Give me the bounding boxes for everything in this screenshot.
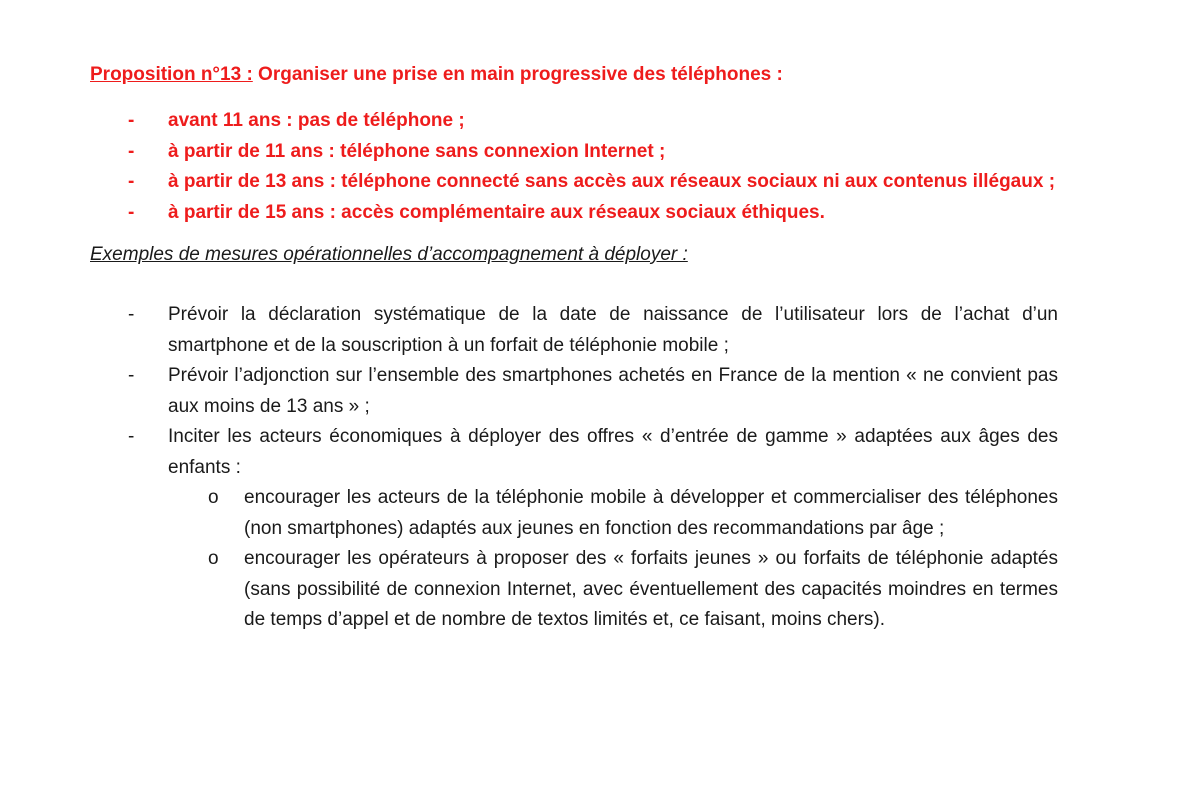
offer-subitem [168, 483, 1058, 544]
dash-bullet: - [128, 304, 135, 325]
age-recommendation-list [90, 106, 1058, 228]
measures-list [90, 300, 1058, 636]
measure-item [90, 422, 1058, 636]
age-recommendation-item [90, 137, 1058, 168]
dash-bullet: - [128, 171, 135, 192]
age-recommendation-text: à partir de 11 ans : téléphone sans connexion Internet ; [168, 140, 666, 162]
measure-text: Prévoir l’adjonction sur l’ensemble des smartphones achetés en France de la mention « ne convient pas aux moins de 13 ans » ; [168, 365, 1058, 417]
dash-bullet: - [128, 426, 135, 447]
offer-subitem [168, 544, 1058, 636]
age-recommendation-item [90, 167, 1058, 198]
document-page [90, 60, 1058, 636]
proposition-heading [90, 60, 1058, 90]
proposition-label: Proposition n°13 : [90, 64, 253, 85]
dash-bullet: - [128, 201, 135, 223]
proposition-title: Organiser une prise en main progressive des téléphones : [252, 64, 783, 85]
age-recommendation-item [90, 106, 1058, 137]
age-recommendation-text: à partir de 13 ans : téléphone connecté sans accès aux réseaux sociaux ni aux contenus illégaux ; [168, 171, 1056, 192]
age-recommendation-text: avant 11 ans : pas de téléphone ; [168, 110, 465, 131]
offer-subitem-text: encourager les opérateurs à proposer des « forfaits jeunes » ou forfaits de téléphonie adaptés (sans possibilité de connexion Internet, avec éventuellement des capacités moindres en termes de temps d’appel et de nombre de textos limités et, ce faisant, moins chers). [244, 548, 1058, 630]
offers-sublist [168, 483, 1058, 636]
dash-bullet: - [128, 140, 135, 162]
measure-item [90, 300, 1058, 361]
measure-text: Prévoir la déclaration systématique de la date de naissance de l’utilisateur lors de l’achat d’un smartphone et de la souscription à un forfait de téléphonie mobile ; [168, 304, 1058, 356]
circle-bullet: o [208, 487, 219, 508]
circle-bullet: o [208, 548, 219, 569]
measure-text: Inciter les acteurs économiques à déployer des offres « d’entrée de gamme » adaptées aux âges des enfants : [168, 426, 1058, 478]
dash-bullet: - [128, 365, 135, 386]
age-recommendation-text: à partir de 15 ans : accès complémentaire aux réseaux sociaux éthiques. [168, 201, 825, 223]
examples-heading: Exemples de mesures opérationnelles d’accompagnement à déployer : [90, 244, 688, 265]
offer-subitem-text: encourager les acteurs de la téléphonie mobile à développer et commercialiser des téléphones (non smartphones) adaptés aux jeunes en fonction des recommandations par âge ; [244, 487, 1058, 539]
dash-bullet: - [128, 110, 135, 131]
measure-item [90, 361, 1058, 422]
age-recommendation-item [90, 198, 1058, 229]
